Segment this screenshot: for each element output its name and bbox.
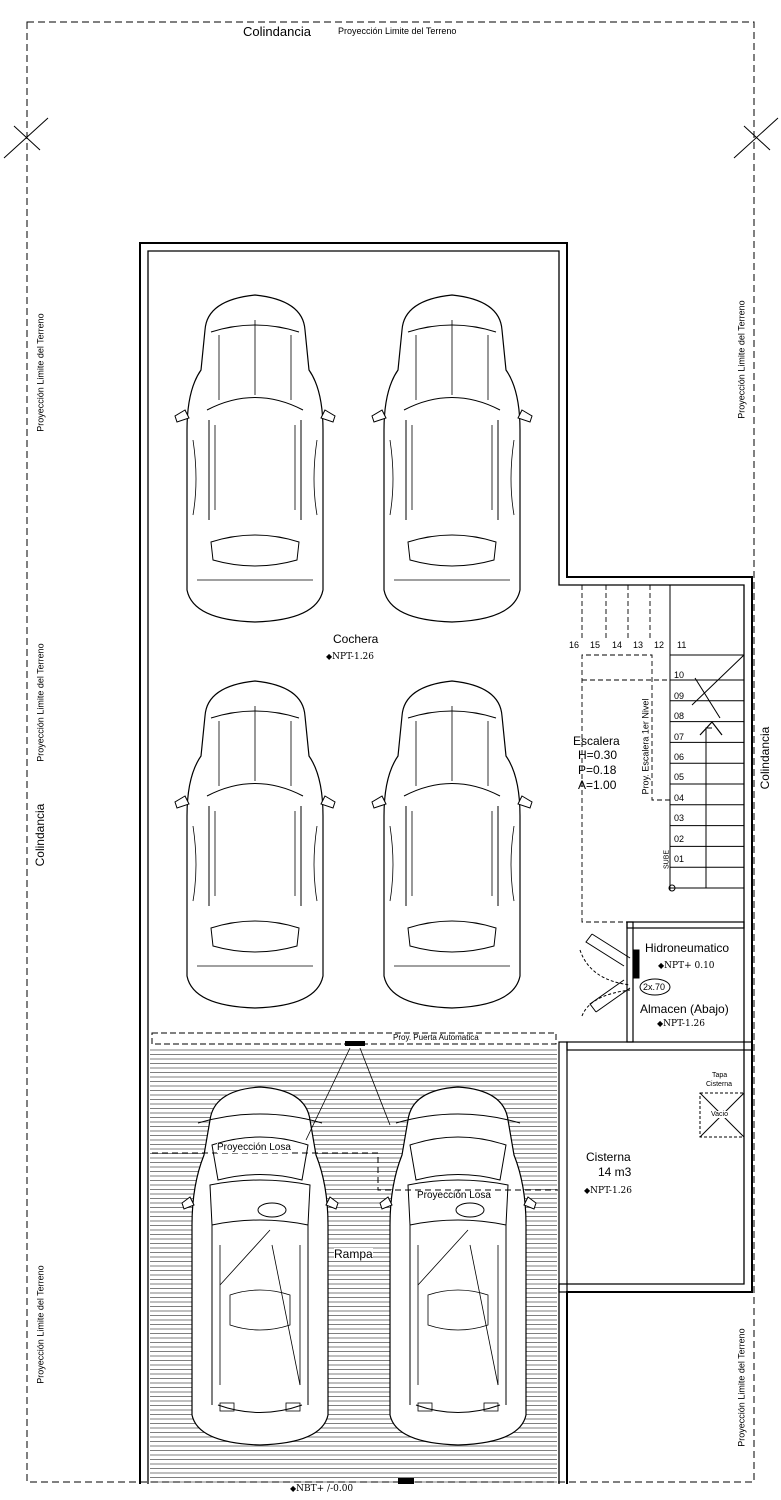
- escalera-h: H=0.30: [578, 748, 618, 762]
- tapa-label: Tapa: [712, 1072, 728, 1079]
- nbt-level: ◆ NBT+ /-0.00: [290, 1485, 353, 1494]
- parked-car: [372, 681, 532, 1008]
- escalera-a: A=1.00: [578, 778, 617, 792]
- hidroneumatico-label: Hidroneumatico: [645, 941, 730, 955]
- losa-label-2: Proyección Losa: [417, 1190, 491, 1201]
- top-colindancia-label: Colindancia: [243, 24, 311, 39]
- escalera-label: Escalera: [573, 734, 620, 748]
- left-limit-label-1: Proyección Limite del Terreno: [35, 313, 46, 432]
- stair-step-number: 12: [654, 640, 665, 650]
- cisterna-volume: 14 m3: [598, 1165, 632, 1179]
- parked-car: [175, 295, 335, 622]
- stair-step-number: 04: [674, 792, 685, 803]
- stair-step-number: 13: [633, 640, 644, 650]
- stair-step-number: 16: [569, 640, 580, 650]
- rampa-label: Rampa: [334, 1247, 373, 1261]
- vacio-label: Vacio: [711, 1111, 728, 1118]
- parked-car: [372, 295, 532, 622]
- cochera-label: Cochera: [333, 632, 379, 646]
- parked-car: [182, 1087, 338, 1445]
- stair-step-number: 05: [674, 772, 685, 783]
- top-limit-label: Proyección Limite del Terreno: [338, 26, 457, 36]
- escalera-p: P=0.18: [578, 763, 617, 777]
- right-limit-label-1: Proyección Limite del Terreno: [736, 300, 747, 419]
- parked-car: [175, 681, 335, 1008]
- left-limit-label-2: Proyección Limite del Terreno: [35, 643, 46, 762]
- stair-step-number: 08: [674, 711, 685, 722]
- left-limit-label-3: Proyección Limite del Terreno: [35, 1265, 46, 1384]
- parked-car: [380, 1087, 536, 1445]
- cisterna-level: ◆ NPT-1.26: [584, 1187, 632, 1196]
- proy-escalera-label: Proy. Escalera 1er Nivel: [640, 698, 651, 795]
- stair-step-number: 09: [674, 690, 685, 701]
- cisterna-label: Cisterna: [586, 1150, 631, 1164]
- left-colindancia-label: Colindancia: [33, 803, 47, 867]
- hidroneumatico-level: ◆ NPT+ 0.10: [658, 962, 715, 971]
- tapa-cisterna-label: Cisterna: [706, 1081, 733, 1088]
- stair-step-number: 02: [674, 833, 685, 844]
- stair-step-number: 11: [677, 640, 687, 650]
- stair-step-number: 10: [674, 670, 685, 681]
- right-colindancia-label: Colindancia: [758, 726, 772, 790]
- stair-step-number: 01: [674, 854, 685, 864]
- cochera-level: ◆ NPT-1.26: [326, 653, 374, 662]
- corner-marker: [4, 118, 778, 158]
- almacen-level: ◆ NPT-1.26: [657, 1020, 705, 1029]
- door-projection-label: Proy. Puerta Automatica: [393, 1033, 479, 1042]
- losa-label-1: Proyección Losa: [217, 1142, 291, 1153]
- stair-step-number: 07: [674, 731, 685, 742]
- stair-step-number: 03: [674, 813, 685, 824]
- door-swing: [580, 934, 639, 1016]
- right-limit-label-2: Proyección Limite del Terreno: [736, 1328, 747, 1447]
- stair-step-number: 14: [612, 640, 623, 650]
- almacen-label: Almacen (Abajo): [640, 1002, 729, 1016]
- stair-step-number: 06: [674, 752, 685, 762]
- stair-step-number: 15: [590, 640, 601, 650]
- sube-label: SUBE: [663, 849, 671, 870]
- door-size-label: 2x.70: [643, 982, 666, 992]
